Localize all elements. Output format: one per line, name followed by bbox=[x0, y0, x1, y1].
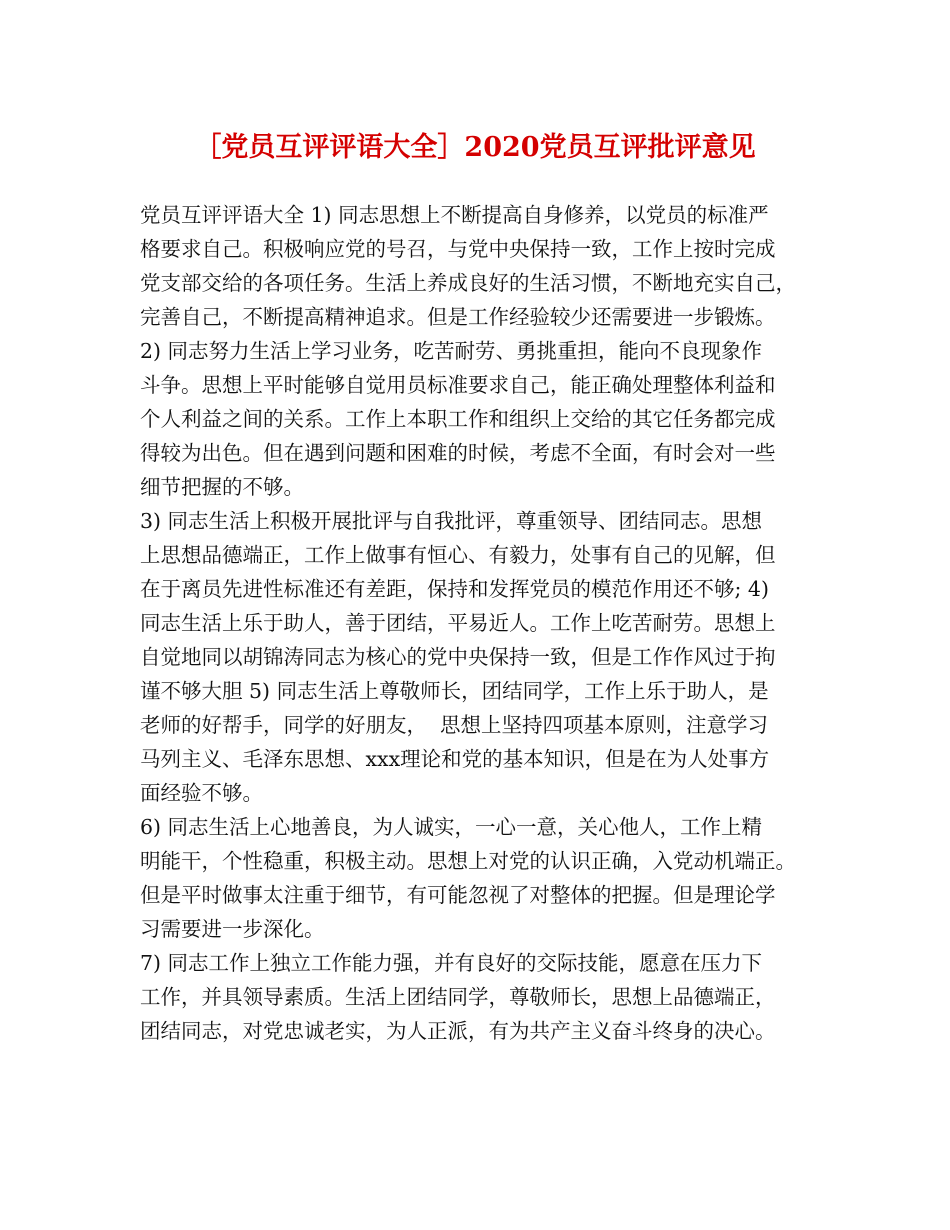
body-line: 党员互评评语大全 1) 同志思想上不断提高自身修养，以党员的标准严 bbox=[140, 203, 769, 227]
body-line: 细节把握的不够。 bbox=[140, 475, 304, 499]
body-line: 面经验不够。 bbox=[140, 781, 263, 805]
body-line: 谨不够大胆 5) 同志生活上尊敬师长，团结同学，工作上乐于助人，是 bbox=[140, 679, 769, 703]
body-line: 斗争。思想上平时能够自觉用员标准要求自己，能正确处理整体利益和 bbox=[140, 373, 776, 397]
body-line: 得较为出色。但在遇到问题和困难的时候，考虑不全面，有时会对一些 bbox=[140, 441, 776, 465]
body-line: 习需要进一步深化。 bbox=[140, 917, 325, 941]
body-line: 在于离员先进性标准还有差距，保持和发挥党员的模范作用还不够; 4) bbox=[140, 577, 769, 601]
body-line: 7) 同志工作上独立工作能力强，并有良好的交际技能，愿意在压力下 bbox=[140, 951, 763, 975]
body-line: 党支部交给的各项任务。生活上养成良好的生活习惯，不断地充实自己， bbox=[140, 271, 796, 295]
body-line: 工作，并具领导素质。生活上团结同学，尊敬师长，思想上品德端正， bbox=[140, 985, 776, 1009]
body-line: 明能干，个性稳重，积极主动。思想上对党的认识正确，入党动机端正。 bbox=[140, 849, 796, 873]
body-line: 6) 同志生活上心地善良，为人诚实，一心一意，关心他人，工作上精 bbox=[140, 815, 763, 839]
body-line: 个人利益之间的关系。工作上本职工作和组织上交给的其它任务都完成 bbox=[140, 407, 776, 431]
body-line: 上思想品德端正，工作上做事有恒心、有毅力，处事有自己的见解，但 bbox=[140, 543, 776, 567]
body-line: 同志生活上乐于助人，善于团结，平易近人。工作上吃苦耐劳。思想上 bbox=[140, 611, 776, 635]
body-line: 马列主义、毛泽东思想、xxx理论和党的基本知识，但是在为人处事方 bbox=[140, 747, 770, 771]
body-line: 2) 同志努力生活上学习业务，吃苦耐劳、勇挑重担，能向不良现象作 bbox=[140, 339, 763, 363]
body-line: 团结同志，对党忠诚老实，为人正派，有为共产主义奋斗终身的决心。 bbox=[140, 1019, 776, 1043]
body-line: 自觉地同以胡锦涛同志为核心的党中央保持一致，但是工作作风过于拘 bbox=[140, 645, 776, 669]
body-line: 3) 同志生活上积极开展批评与自我批评，尊重领导、团结同志。思想 bbox=[140, 509, 763, 533]
body-line: 但是平时做事太注重于细节，有可能忽视了对整体的把握。但是理论学 bbox=[140, 883, 776, 907]
body-line: 完善自己，不断提高精神追求。但是工作经验较少还需要进一步锻炼。 bbox=[140, 305, 776, 329]
document-title: ［党员互评评语大全］2020党员互评批评意见 bbox=[194, 132, 756, 163]
document-body bbox=[140, 198, 820, 1048]
body-line: 老师的好帮手，同学的好朋友， 思想上坚持四项基本原则，注意学习 bbox=[140, 713, 769, 737]
body-line: 格要求自己。积极响应党的号召，与党中央保持一致，工作上按时完成 bbox=[140, 237, 776, 261]
